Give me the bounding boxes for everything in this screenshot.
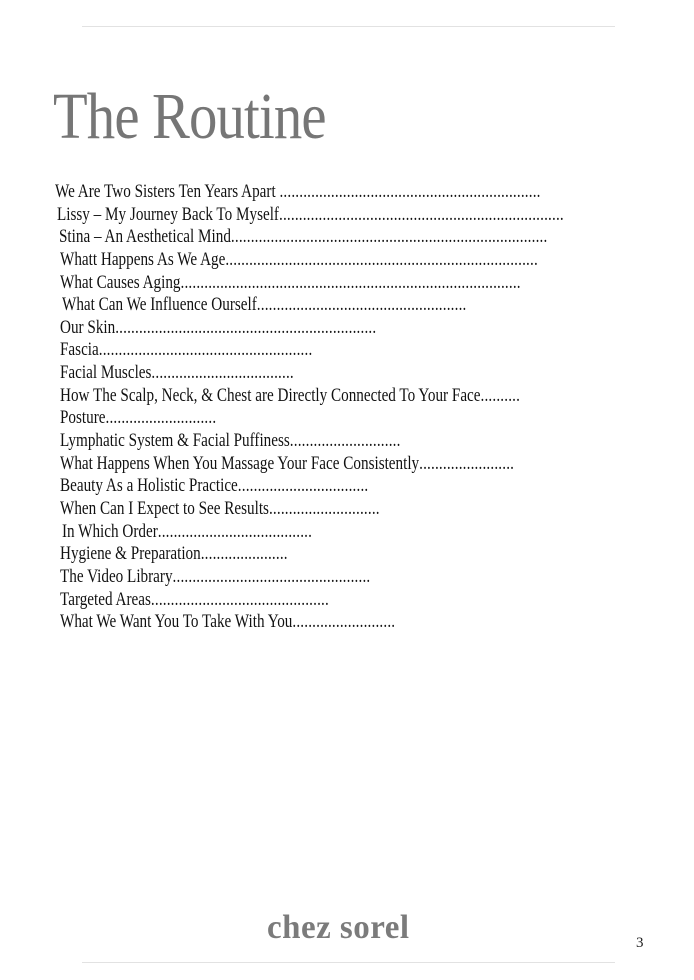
toc-leader-dots: ............................................. <box>150 589 329 610</box>
toc-item[interactable] <box>0 249 694 272</box>
toc-item[interactable] <box>0 566 694 589</box>
toc-item-label: When Can I Expect to See Results <box>60 498 269 519</box>
toc-item[interactable] <box>0 475 694 498</box>
toc-leader-dots: ...................... <box>200 544 288 565</box>
toc-item[interactable] <box>0 294 694 317</box>
toc-item[interactable] <box>0 272 694 295</box>
toc-item-label: Whatt Happens As We Age <box>60 249 226 270</box>
toc-leader-dots: ............................ <box>289 431 401 452</box>
toc-item-label: Fascia <box>60 340 99 361</box>
toc-item-label: The Video Library <box>60 566 173 587</box>
toc-leader-dots: ....................................... <box>157 521 313 542</box>
toc-leader-dots: ................................................................................ <box>230 227 548 248</box>
toc-item-label: What Causes Aging <box>60 272 181 293</box>
table-of-contents <box>0 181 694 634</box>
page-title: The Routine <box>53 80 326 153</box>
toc-leader-dots: ................................. <box>237 476 369 497</box>
toc-item[interactable] <box>0 339 694 362</box>
toc-item-label: In Which Order <box>62 521 158 542</box>
toc-item-label: Lissy – My Journey Back To Myself <box>57 204 279 225</box>
toc-item-label: What Can We Influence Ourself <box>62 295 257 316</box>
toc-item[interactable] <box>0 407 694 430</box>
toc-item-label: How The Scalp, Neck, & Chest are Directly Connected To Your Face <box>60 385 481 406</box>
toc-leader-dots: .................................................................. <box>115 317 377 338</box>
toc-leader-dots: .................................................. <box>172 566 371 587</box>
toc-item-label: Beauty As a Holistic Practice <box>60 476 238 497</box>
toc-leader-dots: ..................................................... <box>256 295 467 316</box>
toc-item[interactable] <box>0 543 694 566</box>
toc-leader-dots: .................................... <box>151 363 294 384</box>
bottom-divider <box>82 962 615 963</box>
toc-item[interactable] <box>0 226 694 249</box>
toc-item-label: What We Want You To Take With You <box>60 612 293 633</box>
toc-item-label: Posture <box>60 408 106 429</box>
toc-item[interactable] <box>0 204 694 227</box>
toc-item-label: Targeted Areas <box>60 589 151 610</box>
toc-item[interactable] <box>0 430 694 453</box>
toc-item[interactable] <box>0 181 694 204</box>
toc-item-label: Our Skin <box>60 317 116 338</box>
brand-logo-text: chez sorel <box>267 909 410 946</box>
toc-item[interactable] <box>0 611 694 634</box>
page-number: 3 <box>636 935 644 951</box>
toc-item-label: Stina – An Aesthetical Mind <box>59 227 231 248</box>
toc-item[interactable] <box>0 521 694 544</box>
toc-item[interactable] <box>0 385 694 408</box>
toc-item-label: Facial Muscles <box>60 363 152 384</box>
toc-leader-dots: ............................ <box>105 408 217 429</box>
top-divider <box>82 26 615 27</box>
toc-leader-dots: ...................................................... <box>98 340 313 361</box>
toc-item-label: We Are Two Sisters Ten Years Apart <box>55 182 280 202</box>
toc-leader-dots: .......... <box>480 385 521 406</box>
toc-item-label: Lymphatic System & Facial Puffiness <box>60 431 290 452</box>
toc-leader-dots: ........................................................................ <box>278 204 564 225</box>
toc-leader-dots: .......................... <box>292 612 396 633</box>
toc-leader-dots: ........................ <box>419 453 515 474</box>
toc-leader-dots: ............................ <box>268 498 380 519</box>
toc-item-label: Hygiene & Preparation <box>60 544 201 565</box>
toc-item[interactable] <box>0 317 694 340</box>
toc-item[interactable] <box>0 589 694 612</box>
toc-item-label: What Happens When You Massage Your Face Consistently <box>60 453 420 474</box>
toc-item[interactable] <box>0 498 694 521</box>
toc-leader-dots: ............................................................................... <box>225 249 538 270</box>
toc-item[interactable] <box>0 453 694 476</box>
toc-leader-dots: .................................................................. <box>279 182 541 202</box>
toc-leader-dots: ...................................................................................... <box>180 272 521 293</box>
toc-item[interactable] <box>0 362 694 385</box>
